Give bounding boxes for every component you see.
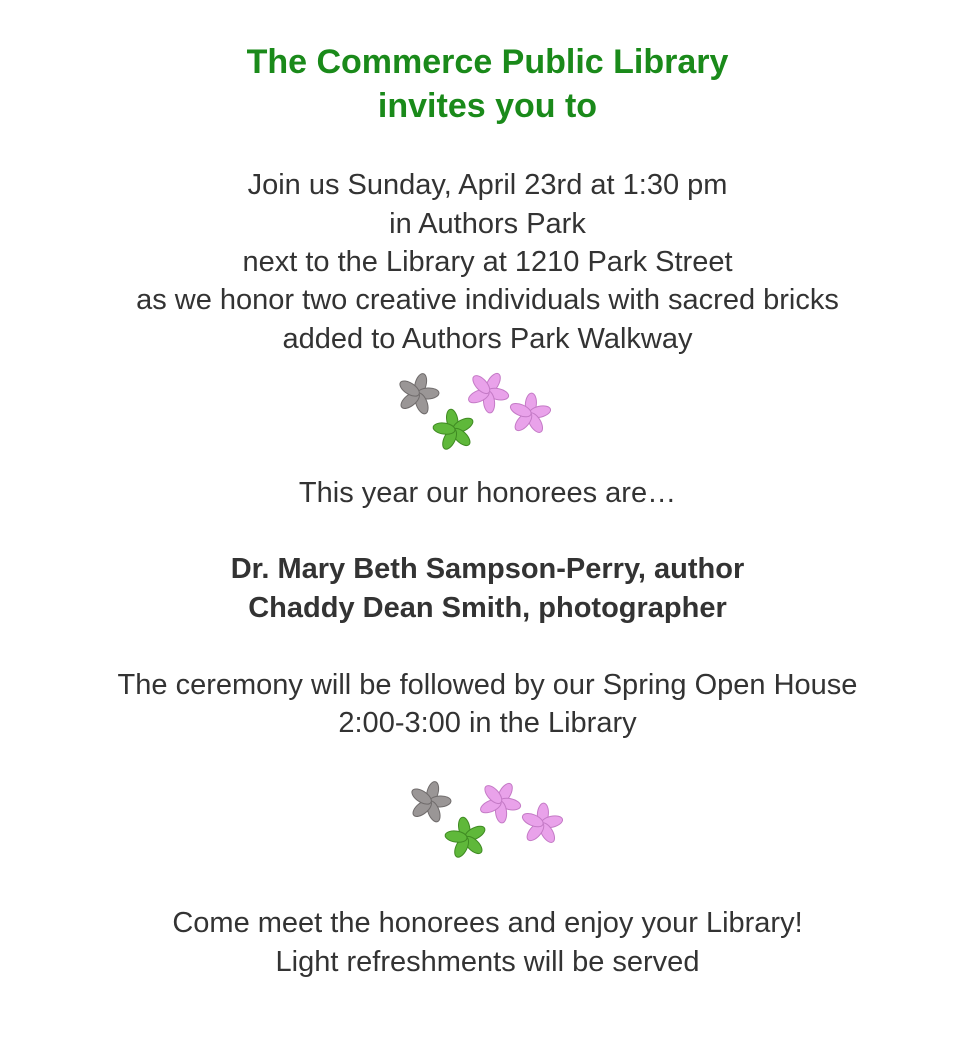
honoree-photographer: Chaddy Dean Smith, photographer (248, 592, 727, 624)
event-purpose-cont: added to Authors Park Walkway (282, 323, 693, 355)
event-address: next to the Library at 1210 Park Street (242, 246, 733, 278)
honoree-author: Dr. Mary Beth Sampson-Perry, author (230, 553, 745, 585)
flower-cluster-icon (392, 368, 572, 458)
closing-invitation: Come meet the honorees and enjoy your Library! (172, 907, 803, 939)
flower-cluster-icon (404, 780, 584, 870)
invitation-title: The Commerce Public Library (246, 43, 729, 81)
event-location: in Authors Park (389, 208, 586, 240)
open-house-time: 2:00-3:00 in the Library (338, 707, 637, 739)
event-date-time: Join us Sunday, April 23rd at 1:30 pm (247, 169, 728, 201)
invitation-subtitle: invites you to (377, 87, 598, 125)
event-purpose: as we honor two creative individuals with sacred bricks (136, 284, 839, 316)
honorees-intro: This year our honorees are… (298, 477, 677, 509)
refreshments-note: Light refreshments will be served (275, 946, 700, 978)
open-house-info: The ceremony will be followed by our Spring Open House (117, 669, 858, 701)
